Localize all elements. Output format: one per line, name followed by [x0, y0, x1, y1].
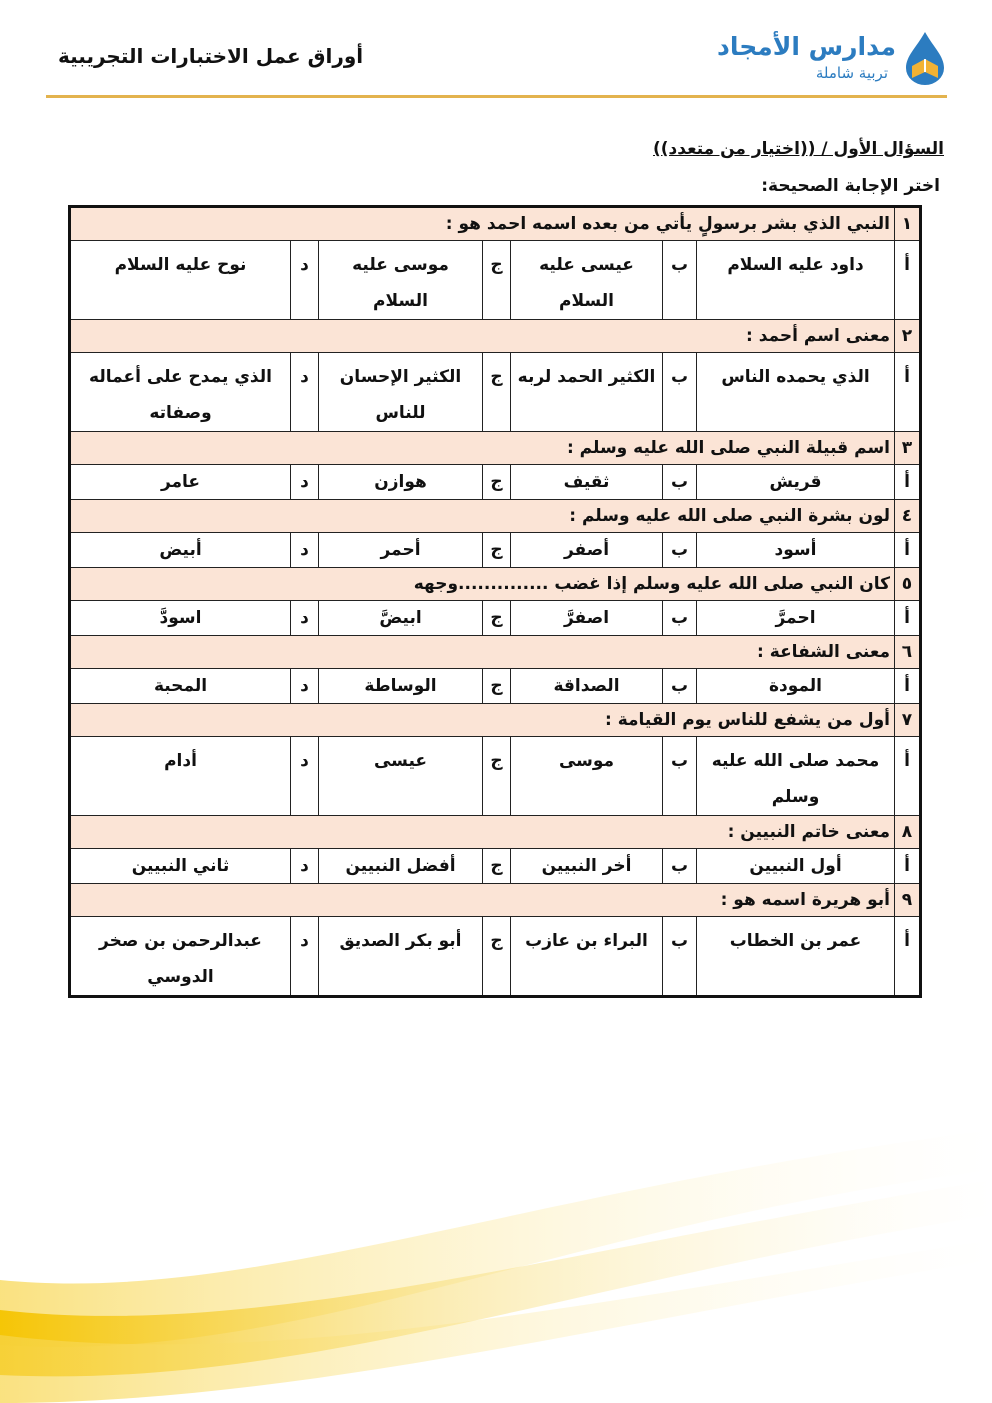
option-a: أول النبيين [697, 849, 895, 884]
question-row [70, 884, 921, 917]
question-number: ٨ [895, 816, 921, 849]
answer-row [70, 241, 921, 320]
question-stem: أول من يشفع للناس يوم القيامة : [70, 704, 895, 737]
option-letter-d: د [291, 917, 319, 997]
logo-tagline: تربية شاملة [815, 64, 888, 82]
option-a: أسود [697, 533, 895, 568]
question-row [70, 636, 921, 669]
option-letter-a: أ [895, 737, 921, 816]
option-a: داود عليه السلام [697, 241, 895, 320]
option-c: أفضل النبيين [319, 849, 483, 884]
answer-row [70, 669, 921, 704]
question-row [70, 432, 921, 465]
option-d: أبيض [70, 533, 291, 568]
option-letter-b: ب [663, 669, 697, 704]
option-letter-b: ب [663, 465, 697, 500]
option-c: الوساطة [319, 669, 483, 704]
answer-row [70, 465, 921, 500]
header-divider [46, 95, 947, 98]
option-letter-c: ج [483, 465, 511, 500]
question-number: ١ [895, 207, 921, 241]
option-letter-a: أ [895, 353, 921, 432]
option-d: اسودَّ [70, 601, 291, 636]
answer-row [70, 601, 921, 636]
option-letter-c: ج [483, 533, 511, 568]
answer-row [70, 849, 921, 884]
option-letter-a: أ [895, 917, 921, 997]
school-logo [718, 28, 948, 88]
option-letter-c: ج [483, 241, 511, 320]
option-c: أبو بكر الصديق [319, 917, 483, 997]
option-a: المودة [697, 669, 895, 704]
option-d: أدام [70, 737, 291, 816]
option-b: ثقيف [511, 465, 663, 500]
option-letter-b: ب [663, 737, 697, 816]
question-number: ٩ [895, 884, 921, 917]
option-letter-a: أ [895, 465, 921, 500]
option-letter-a: أ [895, 669, 921, 704]
option-letter-a: أ [895, 241, 921, 320]
question-row [70, 207, 921, 241]
option-letter-a: أ [895, 601, 921, 636]
question-stem: كان النبي صلى الله عليه وسلم إذا غضب ..............وجهه [70, 568, 895, 601]
question-stem: معنى الشفاعة : [70, 636, 895, 669]
option-letter-b: ب [663, 917, 697, 997]
option-c: ابيضَّ [319, 601, 483, 636]
question-number: ٤ [895, 500, 921, 533]
option-b: أخر النبيين [511, 849, 663, 884]
logo-name: مدارس الأمجاد [717, 32, 896, 61]
option-c: عيسى [319, 737, 483, 816]
question-stem: معنى اسم أحمد : [70, 320, 895, 353]
option-letter-c: ج [483, 353, 511, 432]
question-number: ٣ [895, 432, 921, 465]
option-a: عمر بن الخطاب [697, 917, 895, 997]
option-c: الكثير الإحسان للناس [319, 353, 483, 432]
option-letter-c: ج [483, 737, 511, 816]
logo-drop-icon [902, 30, 948, 86]
multiple-choice-table [68, 205, 922, 998]
option-letter-d: د [291, 849, 319, 884]
option-c: هوازن [319, 465, 483, 500]
option-a: محمد صلى الله عليه وسلم [697, 737, 895, 816]
question-row [70, 568, 921, 601]
question-stem: لون بشرة النبي صلى الله عليه وسلم : [70, 500, 895, 533]
option-d: عامر [70, 465, 291, 500]
option-letter-d: د [291, 737, 319, 816]
option-letter-c: ج [483, 601, 511, 636]
option-letter-c: ج [483, 917, 511, 997]
option-letter-d: د [291, 353, 319, 432]
option-letter-b: ب [663, 849, 697, 884]
option-letter-d: د [291, 533, 319, 568]
option-b: عيسى عليه السلام [511, 241, 663, 320]
answer-row [70, 737, 921, 816]
option-letter-b: ب [663, 601, 697, 636]
option-letter-b: ب [663, 241, 697, 320]
option-letter-d: د [291, 241, 319, 320]
option-d: ثاني النبيين [70, 849, 291, 884]
option-letter-c: ج [483, 849, 511, 884]
option-d: نوح عليه السلام [70, 241, 291, 320]
option-letter-a: أ [895, 849, 921, 884]
question-stem: معنى خاتم النبيين : [70, 816, 895, 849]
option-letter-c: ج [483, 669, 511, 704]
decorative-swoosh [0, 1130, 992, 1403]
question-number: ٧ [895, 704, 921, 737]
question-row [70, 320, 921, 353]
option-letter-d: د [291, 465, 319, 500]
option-b: الكثير الحمد لربه [511, 353, 663, 432]
option-a: احمرَّ [697, 601, 895, 636]
option-letter-b: ب [663, 533, 697, 568]
option-a: قريش [697, 465, 895, 500]
question-row [70, 500, 921, 533]
option-letter-b: ب [663, 353, 697, 432]
option-d: عبدالرحمن بن صخر الدوسي [70, 917, 291, 997]
question-number: ٥ [895, 568, 921, 601]
question-instruction: اختر الإجابة الصحيحة: [761, 176, 940, 196]
document-title: أوراق عمل الاختبارات التجريبية [58, 44, 364, 68]
option-b: البراء بن عازب [511, 917, 663, 997]
question-stem: النبي الذي بشر برسولٍ يأتي من بعده اسمه احمد هو : [70, 207, 895, 241]
option-b: موسى [511, 737, 663, 816]
question-number: ٦ [895, 636, 921, 669]
option-b: اصفرَّ [511, 601, 663, 636]
question-stem: اسم قبيلة النبي صلى الله عليه وسلم : [70, 432, 895, 465]
option-b: أصفر [511, 533, 663, 568]
option-c: موسى عليه السلام [319, 241, 483, 320]
question-number: ٢ [895, 320, 921, 353]
answer-row [70, 917, 921, 997]
question-row [70, 816, 921, 849]
answer-row [70, 353, 921, 432]
option-letter-d: د [291, 601, 319, 636]
question-row [70, 704, 921, 737]
option-letter-d: د [291, 669, 319, 704]
option-c: أحمر [319, 533, 483, 568]
page-header [0, 0, 992, 100]
question-heading: السؤال الأول / ((اختيار من متعدد)) [653, 139, 944, 159]
option-d: المحبة [70, 669, 291, 704]
option-a: الذي يحمده الناس [697, 353, 895, 432]
option-letter-a: أ [895, 533, 921, 568]
option-b: الصداقة [511, 669, 663, 704]
answer-row [70, 533, 921, 568]
question-stem: أبو هريرة اسمه هو : [70, 884, 895, 917]
option-d: الذي يمدح على أعماله وصفاته [70, 353, 291, 432]
